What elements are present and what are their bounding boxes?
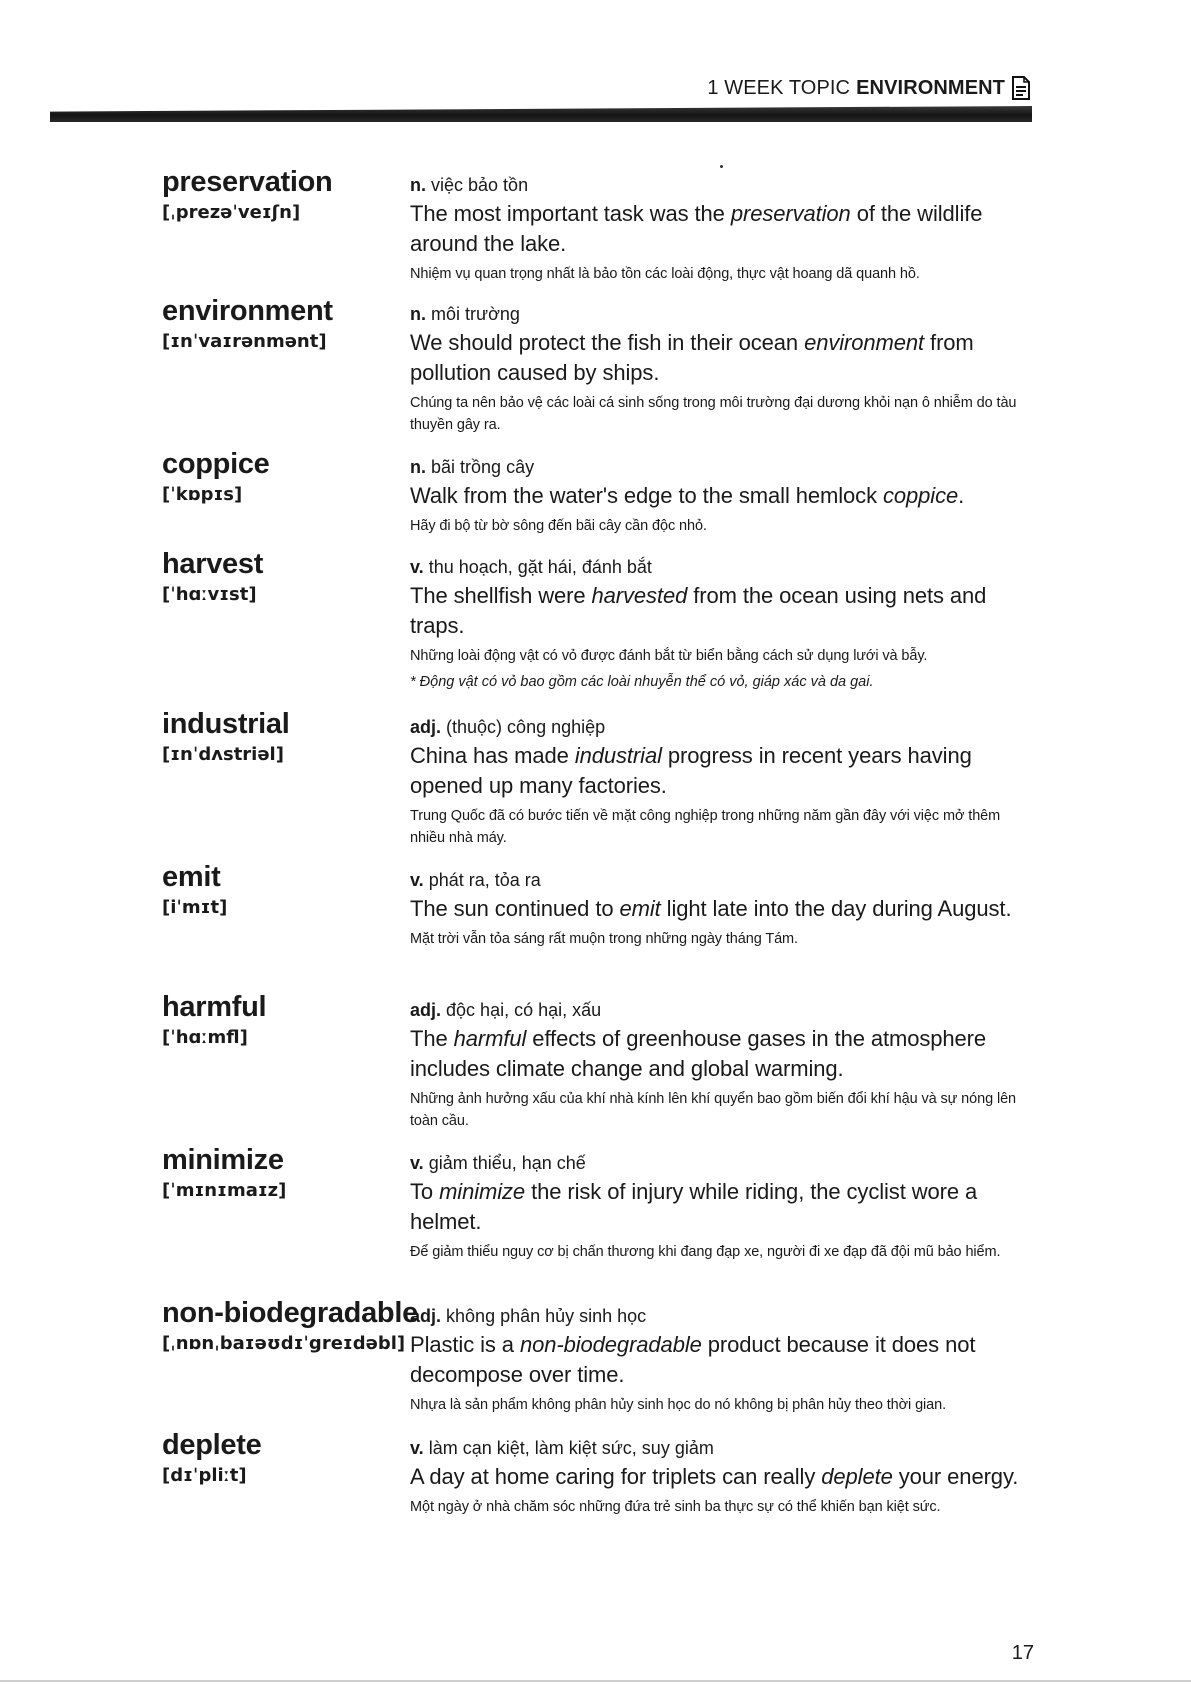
headword-block [162,860,402,920]
part-of-speech: v. [410,1153,424,1173]
definition [410,998,1038,1022]
headword-block [162,547,402,607]
definition-text: không phân hủy sinh học [446,1306,647,1326]
translation: Mặt trời vẫn tỏa sáng rất muộn trong những ngày tháng Tám. [410,931,798,947]
example-text: . [958,483,965,508]
translation: Những ảnh hưởng xấu của khí nhà kính lên khí quyển bao gồm biến đổi khí hậu và sự nóng lên toàn cầu. [410,1091,1017,1129]
definition-text: (thuộc) công nghiệp [446,717,606,737]
part-of-speech: n. [410,304,426,324]
example-text: China has made [410,743,575,768]
definition-text: làm cạn kiệt, làm kiệt sức, suy giảm [428,1438,714,1458]
example-sentence [410,1177,1038,1237]
headword-block [162,165,402,225]
headword-block [162,447,402,507]
example-keyword: harvested [591,583,688,608]
translation: Chúng ta nên bảo vệ các loài cá sinh sống trong môi trường đại dương khỏi nạn ô nhiễm do tàu thuyền gây ra. [410,395,1017,433]
definition-text: bãi trồng cây [431,457,535,477]
example-sentence [410,741,1038,801]
footnote: * Động vật có vỏ bao gồm các loài nhuyễn thể có vỏ, giáp xác và da gai. [410,674,874,690]
pronunciation: [ˌnɒnˌbaɪəʊdɪˈgreɪdəbl] [162,1333,406,1354]
definition [410,1151,1038,1175]
part-of-speech: v. [410,1438,424,1458]
example-text: A day at home caring for triplets can really [410,1464,822,1489]
definition [410,455,1038,479]
headword-block [162,990,402,1050]
example-sentence [410,1024,1038,1084]
headword: harvest [162,548,264,580]
example-keyword: environment [804,330,925,355]
definition-block [410,868,1038,950]
example-text: of the wildlife around the lake. [410,201,983,256]
example-keyword: harmful [453,1026,527,1051]
headword: minimize [162,1144,284,1176]
example-sentence [410,1330,1038,1390]
definition-block [410,555,1038,693]
example-text: We should protect the fish in their ocean [410,330,805,355]
headword-block [162,1428,402,1488]
headword: industrial [162,708,290,740]
part-of-speech: v. [410,870,424,890]
definition [410,1436,1038,1460]
translation: Những loài động vật có vỏ được đánh bắt từ biển bằng cách sử dụng lưới và bẫy. [410,648,928,664]
translation: Nhiệm vụ quan trọng nhất là bảo tồn các loài động, thực vật hoang dã quanh hồ. [410,266,920,282]
example-text: your energy. [892,1464,1019,1489]
definition-text: độc hại, có hại, xấu [446,1000,602,1020]
definition-block [410,455,1038,537]
pronunciation: [dɪˈpliːt] [162,1465,247,1486]
example-keyword: non-biodegradable [519,1332,702,1357]
pronunciation: [ˈkɒpɪs] [162,484,243,505]
headword: harmful [162,991,267,1023]
bottom-edge [0,1680,1191,1682]
definition-text: phát ra, tỏa ra [428,870,541,890]
example-sentence [410,894,1038,924]
definition-block [410,173,1038,285]
definition [410,868,1038,892]
example-text: light late into the day during August. [660,896,1012,921]
definition [410,173,1038,197]
pronunciation: [ˈhɑːmfl] [162,1027,248,1048]
headword: non-biodegradable [162,1297,418,1329]
example-text: the risk of injury while riding, the cyclist wore a helmet. [410,1179,978,1234]
example-text: The sun continued to [410,896,620,921]
definition-text: việc bảo tồn [431,175,529,195]
example-sentence [410,199,1038,259]
translation: Nhựa là sản phẩm không phân hủy sinh học do nó không bị phân hủy theo thời gian. [410,1397,947,1413]
example-text: from the ocean using nets and traps. [410,583,987,638]
definition-block [410,1304,1038,1416]
definition-block [410,302,1038,436]
definition-text: thu hoạch, gặt hái, đánh bắt [428,557,652,577]
example-sentence [410,481,1038,511]
part-of-speech: n. [410,175,426,195]
example-sentence [410,581,1038,641]
part-of-speech: adj. [410,1000,442,1020]
pronunciation: [iˈmɪt] [162,897,228,918]
example-keyword: deplete [821,1464,893,1489]
definition [410,1304,1038,1328]
translation: Hãy đi bộ từ bờ sông đến bãi cây cần độc nhỏ. [410,518,707,534]
headword: preservation [162,166,333,198]
example-sentence [410,1462,1038,1492]
translation: Một ngày ở nhà chăm sóc những đứa trẻ sinh ba thực sự có thể khiến bạn kiệt sức. [410,1499,941,1515]
translation: Trung Quốc đã có bước tiến về mặt công nghiệp trong những năm gần đây với việc mở thêm nhiều nhà máy. [410,808,1001,846]
definition [410,715,1038,739]
example-text: from pollution caused by ships. [410,330,974,385]
example-keyword: coppice [883,483,959,508]
pronunciation: [ɪnˈdʌstriəl] [162,744,284,765]
header-prefix: 1 WEEK TOPIC [707,76,851,99]
definition-text: môi trường [431,304,520,324]
part-of-speech: adj. [410,717,442,737]
definition [410,555,1038,579]
definition-text: giảm thiểu, hạn chế [428,1153,586,1173]
example-text: effects of greenhouse gases in the atmosphere includes climate change and global warming. [410,1026,987,1081]
headword-block [162,294,402,354]
example-text: Walk from the water's edge to the small hemlock [410,483,883,508]
translation: Để giảm thiểu nguy cơ bị chấn thương khi đang đạp xe, người đi xe đạp đã đội mũ bảo hiểm. [410,1244,1001,1260]
headword-block [162,1296,418,1356]
example-text: progress in recent years having opened up many factories. [410,743,972,798]
pronunciation: [ˈmɪnɪmaɪz] [162,1180,287,1201]
page-number: 17 [1011,1642,1034,1664]
example-keyword: industrial [574,743,662,768]
part-of-speech: adj. [410,1306,442,1326]
header-topic: ENVIRONMENT [856,76,1005,99]
headword: environment [162,295,333,327]
headword-block [162,1143,402,1203]
part-of-speech: v. [410,557,424,577]
pronunciation: [ˌprezəˈveɪʃn] [162,202,301,223]
definition-block [410,1151,1038,1263]
example-keyword: emit [619,896,661,921]
example-text: The [410,1026,454,1051]
headword: coppice [162,448,270,480]
example-keyword: preservation [730,201,851,226]
definition-block [410,1436,1038,1518]
example-text: The shellfish were [410,583,592,608]
headword: emit [162,861,221,893]
example-text: Plastic is a [410,1332,520,1357]
example-text: product because it does not decompose over time. [410,1332,976,1387]
example-sentence [410,328,1038,388]
part-of-speech: n. [410,457,426,477]
headword-block [162,707,402,767]
pronunciation: [ɪnˈvaɪrənmənt] [162,331,327,352]
headword: deplete [162,1429,262,1461]
example-keyword: minimize [439,1179,526,1204]
example-text: To [410,1179,440,1204]
definition [410,302,1038,326]
definition-block [410,715,1038,849]
example-text: The most important task was the [410,201,731,226]
pronunciation: [ˈhɑːvɪst] [162,584,257,605]
definition-block [410,998,1038,1132]
